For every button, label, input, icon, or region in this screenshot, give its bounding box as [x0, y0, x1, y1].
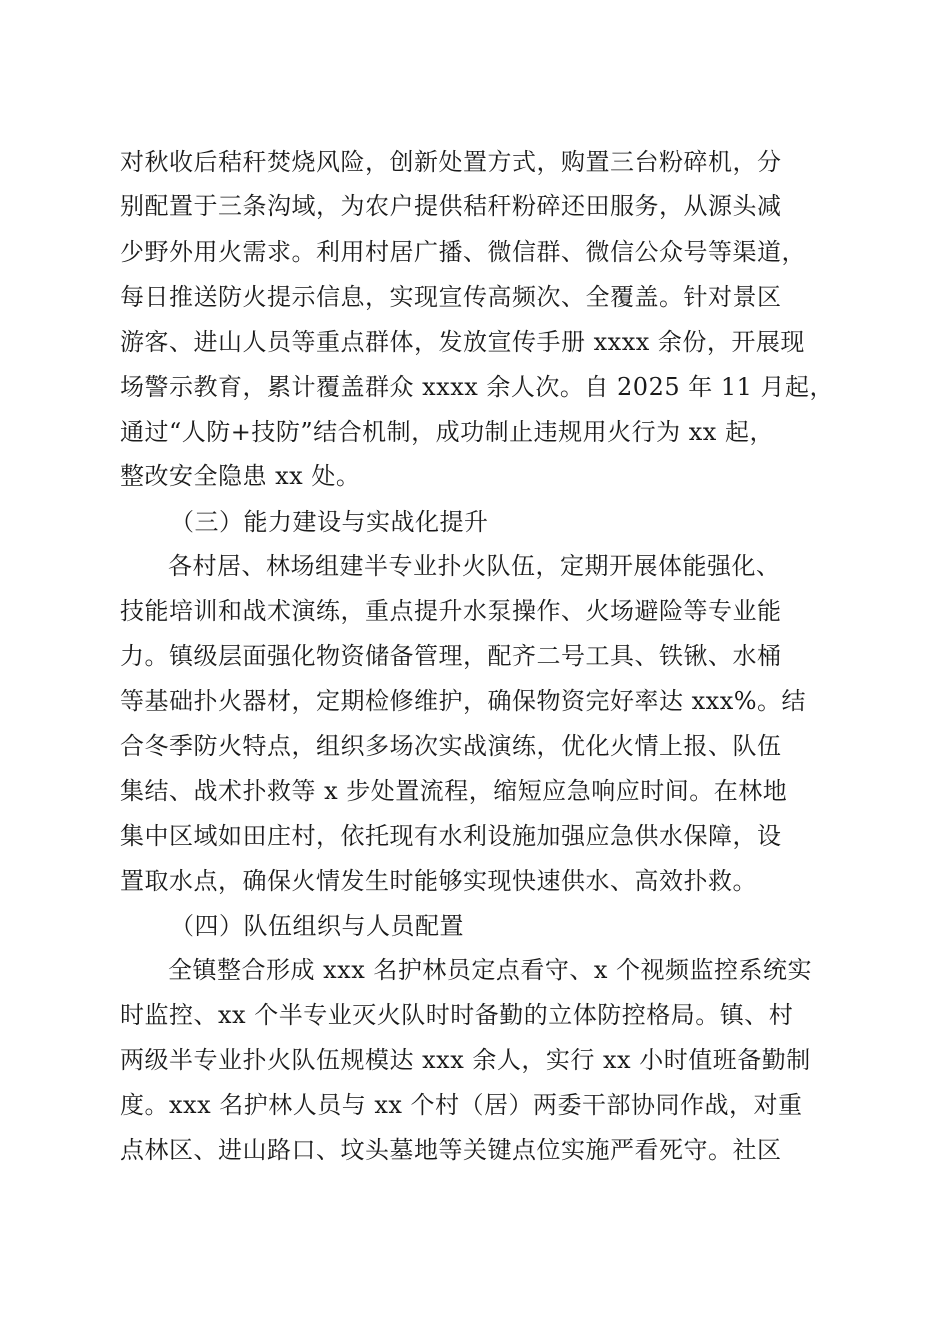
text-line: 游客、进山人员等重点群体，发放宣传手册 xxxx 余份，开展现: [120, 328, 805, 356]
text-line: 合冬季防火特点，组织多场次实战演练，优化火情上报、队伍: [120, 732, 782, 760]
text-line: 少野外用火需求。利用村居广播、微信群、微信公众号等渠道，: [120, 238, 806, 266]
text-line: 场警示教育，累计覆盖群众 xxxx 余人次。自 2025 年 11 月起，: [120, 373, 835, 401]
text-line: 度。xxx 名护林人员与 xx 个村（居）两委干部协同作战，对重: [120, 1091, 803, 1119]
text-line: 力。镇级层面强化物资储备管理，配齐二号工具、铁锹、水桶: [120, 642, 782, 670]
section-heading-team-organization: （四）队伍组织与人员配置: [170, 912, 464, 940]
text-line: 对秋收后秸秆焚烧风险，创新处置方式，购置三台粉碎机，分: [120, 148, 782, 176]
text-line: 时监控、xx 个半专业灭火队时时备勤的立体防控格局。镇、村: [120, 1001, 794, 1029]
text-line: 两级半专业扑火队伍规模达 xxx 余人，实行 xx 小时值班备勤制: [120, 1046, 811, 1074]
section-heading-capacity-building: （三）能力建设与实战化提升: [170, 508, 489, 536]
text-line: 技能培训和战术演练，重点提升水泵操作、火场避险等专业能: [120, 597, 782, 625]
text-line: 点林区、进山路口、坟头墓地等关键点位实施严看死守。社区: [120, 1136, 782, 1164]
text-line: 每日推送防火提示信息，实现宣传高频次、全覆盖。针对景区: [120, 283, 782, 311]
text-line: 全镇整合形成 xxx 名护林员定点看守、x 个视频监控系统实: [168, 956, 813, 984]
text-line: 等基础扑火器材，定期检修维护，确保物资完好率达 xxx%。结: [120, 687, 807, 715]
text-line: 集结、战术扑救等 x 步处置流程，缩短应急响应时间。在林地: [120, 777, 788, 805]
text-line: 集中区域如田庄村，依托现有水利设施加强应急供水保障，设: [120, 822, 782, 850]
text-line: 通过“人防+技防”结合机制，成功制止违规用火行为 xx 起，: [120, 418, 774, 446]
text-line: 置取水点，确保火情发生时能够实现快速供水、高效扑救。: [120, 867, 757, 895]
text-line: 别配置于三条沟域，为农户提供秸秆粉碎还田服务，从源头减: [120, 192, 782, 220]
text-line: 整改安全隐患 xx 处。: [120, 462, 361, 490]
text-line: 各村居、林场组建半专业扑火队伍，定期开展体能强化、: [168, 552, 781, 580]
